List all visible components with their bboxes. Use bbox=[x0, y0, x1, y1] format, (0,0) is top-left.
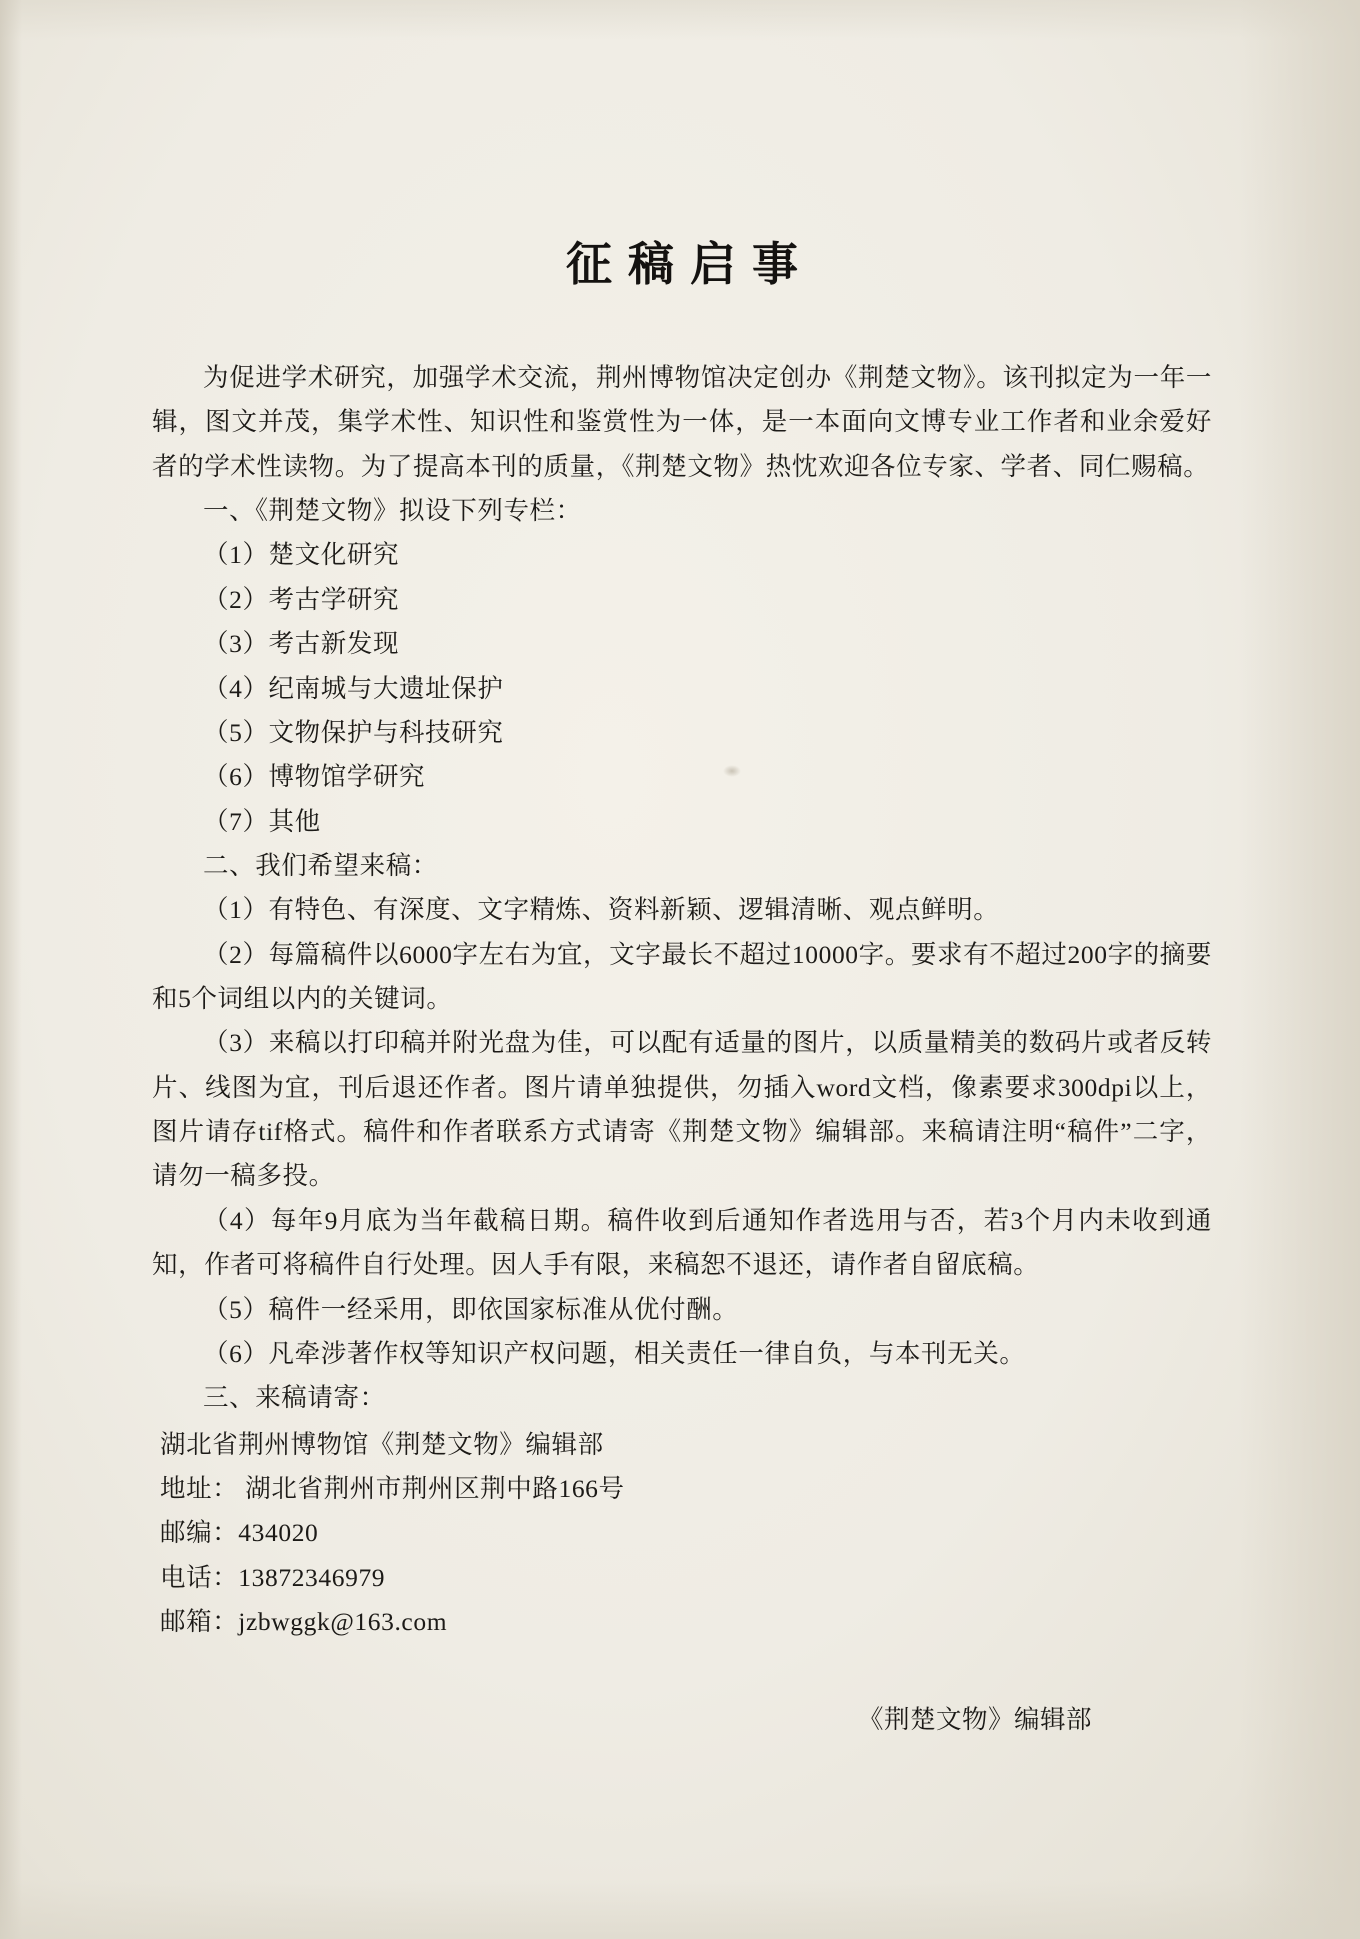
list-item: （6）凡牵涉著作权等知识产权问题，相关责任一律自负，与本刊无关。 bbox=[203, 1338, 1026, 1368]
page-title: 征稿启事 bbox=[566, 239, 814, 290]
list-item: （4）纪南城与大遗址保护 bbox=[203, 673, 504, 703]
contact-address: 地址： 湖北省荆州市荆州区荆中路166号 bbox=[160, 1473, 625, 1503]
list-item: （3）来稿以打印稿并附光盘为佳，可以配有适量的图片，以质量精美的数码片或者反转片、线图为宜，刊后退还作者。图片请单独提供，勿插入word文档，像素要求300dpi以上，图片请存tif格式。稿件和作者联系方式请寄《荆楚文物》编辑部。来稿请注明“稿件”二字，请勿一稿多投。 bbox=[152, 1028, 1212, 1191]
contact-postcode: 邮编：434020 bbox=[160, 1518, 319, 1548]
signature-line: 《荆楚文物》编辑部 bbox=[857, 1705, 1092, 1735]
list-item: （5）文物保护与科技研究 bbox=[203, 717, 504, 747]
contact-organization: 湖北省荆州博物馆《荆楚文物》编辑部 bbox=[160, 1429, 604, 1459]
section-one-heading: 一、《荆楚文物》拟设下列专栏： bbox=[203, 496, 582, 526]
list-item: （5）稿件一经采用，即依国家标准从优付酬。 bbox=[203, 1294, 739, 1324]
list-item: （6）博物馆学研究 bbox=[203, 762, 426, 792]
contact-block bbox=[152, 1423, 1212, 1645]
list-item: （3）考古新发现 bbox=[203, 629, 400, 659]
page-edge-right-shadow bbox=[1240, 0, 1360, 1939]
page-edge-left-shadow bbox=[0, 0, 22, 1939]
list-item: （1）有特色、有深度、文字精炼、资料新颖、逻辑清晰、观点鲜明。 bbox=[203, 895, 1000, 925]
section-three-heading: 三、来稿请寄： bbox=[203, 1383, 386, 1413]
list-item: （2）每篇稿件以6000字左右为宜，文字最长不超过10000字。要求有不超过200字的摘要和5个词组以内的关键词。 bbox=[152, 939, 1212, 1014]
section-two-heading: 二、我们希望来稿： bbox=[203, 850, 438, 880]
contact-phone: 电话：13872346979 bbox=[160, 1562, 386, 1592]
list-item: （1）楚文化研究 bbox=[203, 540, 400, 570]
document-body bbox=[152, 356, 1212, 1743]
list-item: （2）考古学研究 bbox=[203, 584, 400, 614]
intro-paragraph: 为促进学术研究，加强学术交流，荆州博物馆决定创办《荆楚文物》。该刊拟定为一年一辑，图文并茂，集学术性、知识性和鉴赏性为一体，是一本面向文博专业工作者和业余爱好者的学术性读物。为了提高本刊的质量，《荆楚文物》热忱欢迎各位专家、学者、同仁赐稿。 bbox=[152, 363, 1212, 481]
document-content bbox=[152, 0, 1212, 1939]
list-item: （4）每年9月底为当年截稿日期。稿件收到后通知作者选用与否，若3个月内未收到通知，作者可将稿件自行处理。因人手有限，来稿恕不退还，请作者自留底稿。 bbox=[152, 1205, 1212, 1280]
contact-email: 邮箱：jzbwggk@163.com bbox=[160, 1607, 448, 1637]
list-item: （7）其他 bbox=[203, 806, 321, 836]
